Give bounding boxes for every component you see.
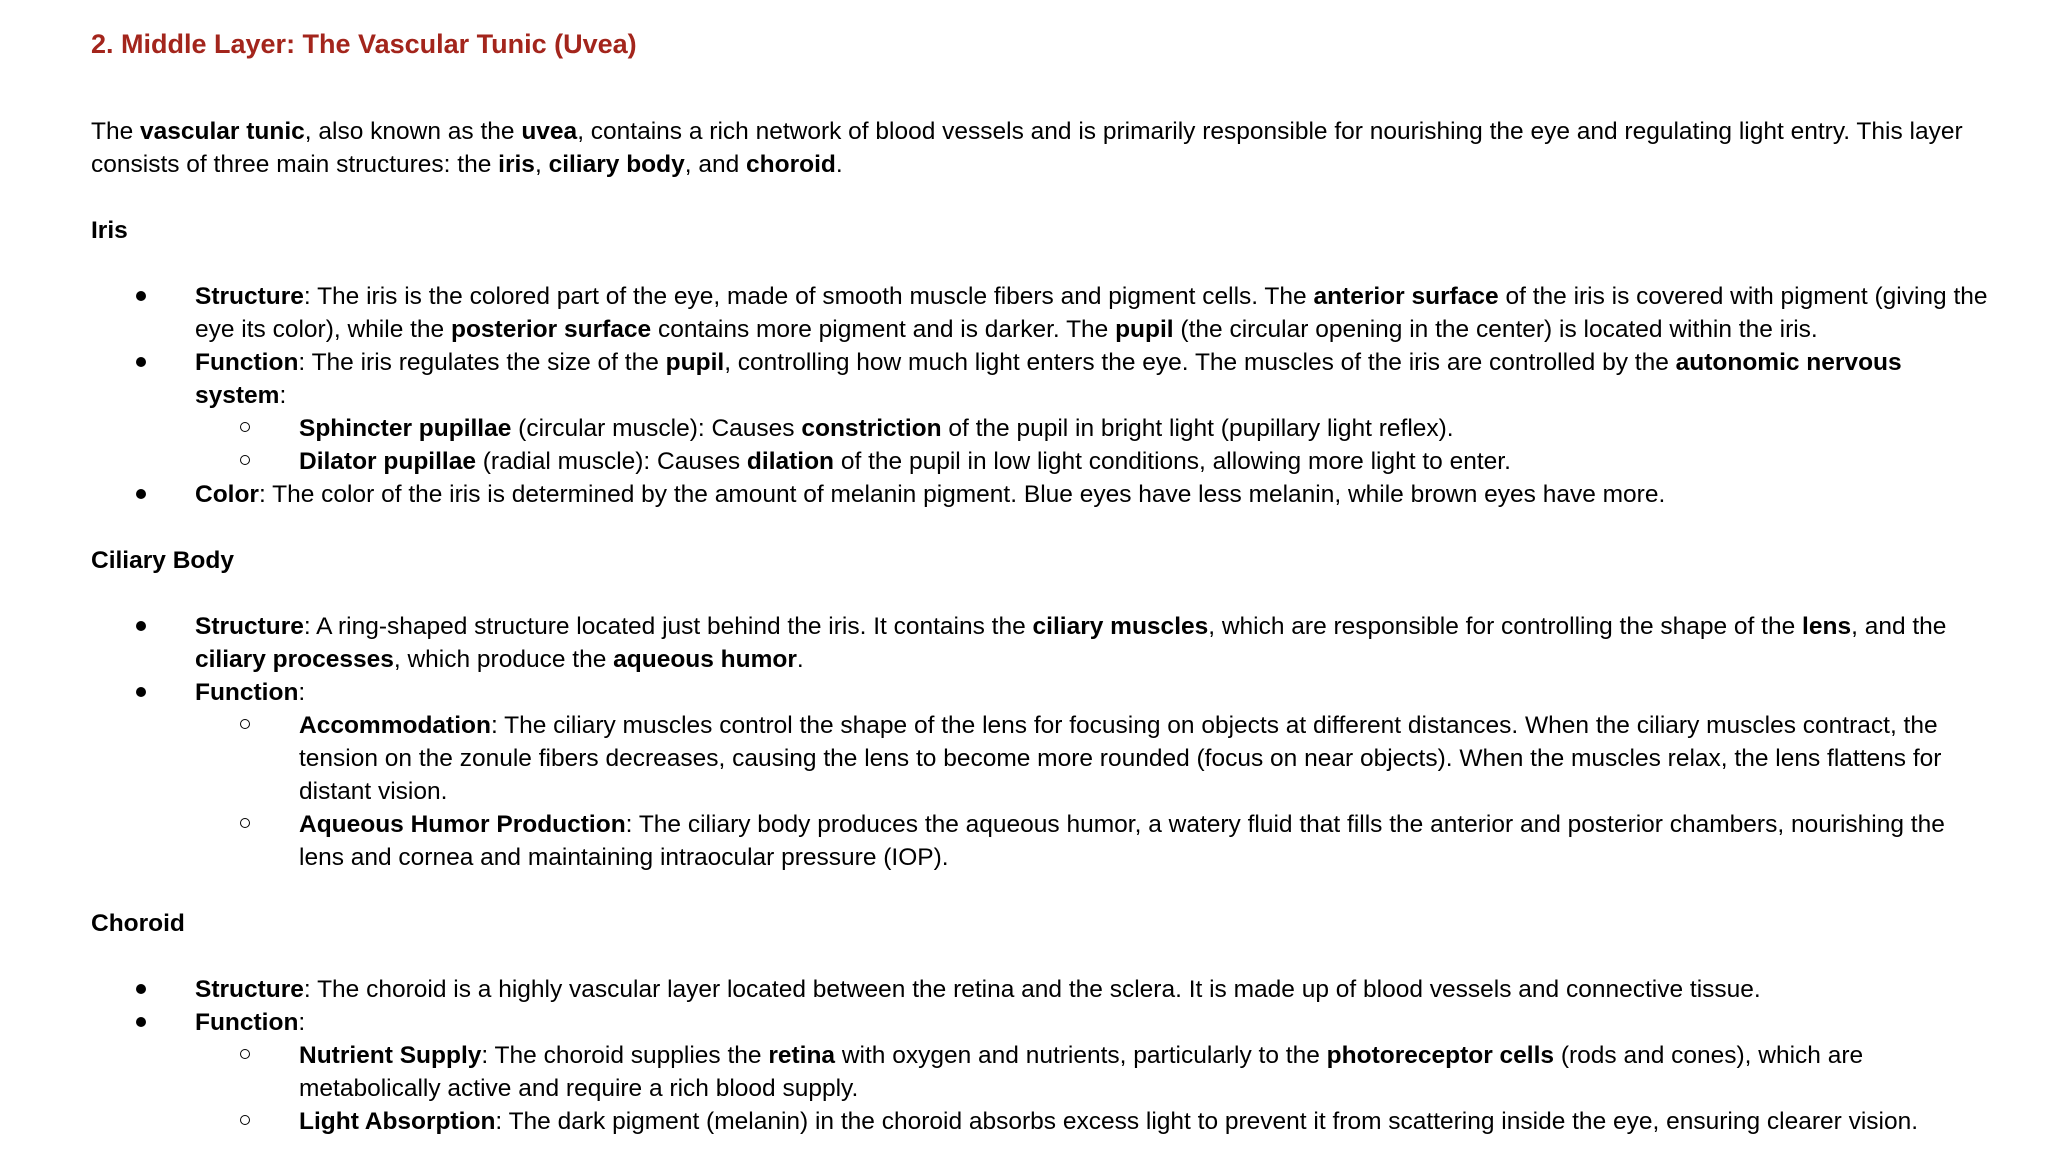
sublist-item	[299, 1105, 1991, 1138]
item-bold: photoreceptor cells	[1326, 1042, 1555, 1069]
item-text: : The choroid supplies the	[481, 1042, 769, 1069]
item-bold: lens	[1802, 613, 1852, 640]
item-bold: anterior surface	[1313, 283, 1499, 310]
bullet-circle-icon	[235, 412, 255, 445]
item-text: of the pupil in bright light (pupillary light reflex).	[941, 415, 1454, 442]
item-bold: autonomic nervous system	[195, 349, 1902, 409]
intro-bold: uvea	[521, 118, 578, 145]
item-text: with oxygen and nutrients, particularly to the	[835, 1042, 1327, 1069]
sublist-item	[299, 1039, 1991, 1105]
item-label: Function	[195, 349, 299, 376]
iris-function-sublist	[195, 412, 1991, 478]
item-text: , which produce the	[393, 646, 614, 673]
intro-paragraph	[91, 115, 1991, 181]
list-item	[195, 610, 1991, 676]
bullet-dot-icon	[131, 1006, 151, 1039]
item-text: : The iris regulates the size of the	[298, 349, 666, 376]
ciliary-function-sublist	[195, 709, 1991, 874]
intro-text: , and	[684, 151, 747, 178]
item-label: Structure	[195, 613, 304, 640]
item-text: (radial muscle): Causes	[475, 448, 747, 475]
bullet-circle-icon	[235, 709, 255, 742]
list-item	[195, 280, 1991, 346]
bullet-circle-icon	[235, 808, 255, 841]
list-item	[195, 676, 1991, 874]
item-text: of the pupil in low light conditions, allowing more light to enter.	[834, 448, 1511, 475]
item-bold: ciliary muscles	[1032, 613, 1209, 640]
item-text: : The choroid is a highly vascular layer located between the retina and the sclera. It is made up of blood vessels and connective tissue.	[303, 976, 1761, 1003]
item-label: Function	[195, 679, 299, 706]
item-bold: pupil	[665, 349, 725, 376]
list-item	[195, 478, 1991, 511]
intro-bold: ciliary body	[548, 151, 685, 178]
item-text: : The ciliary body produces the aqueous humor, a watery fluid that fills the anterior and posterior chambers, nourishing the lens and cornea and maintaining intraocular pressure (IOP).	[299, 811, 1945, 871]
item-label: Nutrient Supply	[299, 1042, 482, 1069]
item-text: , and the	[1851, 613, 1947, 640]
item-label: Dilator pupillae	[299, 448, 476, 475]
item-text: .	[796, 646, 804, 673]
item-text: , which are responsible for controlling the shape of the	[1208, 613, 1803, 640]
item-label: Function	[195, 1009, 299, 1036]
list-item	[195, 1006, 1991, 1138]
item-label: Structure	[195, 283, 304, 310]
item-bold: retina	[768, 1042, 836, 1069]
iris-list	[91, 280, 1991, 511]
item-bold: dilation	[746, 448, 835, 475]
bullet-circle-icon	[235, 445, 255, 478]
item-text: (the circular opening in the center) is located within the iris.	[1173, 316, 1818, 343]
ciliary-heading: Ciliary Body	[91, 547, 234, 574]
item-text: of the iris is covered with pigment (giving the eye its color), while the	[195, 283, 1988, 343]
sublist-item	[299, 445, 1991, 478]
item-bold: pupil	[1115, 316, 1174, 343]
bullet-dot-icon	[131, 478, 151, 511]
section-title: 2. Middle Layer: The Vascular Tunic (Uvea)	[91, 29, 637, 59]
item-label: Sphincter pupillae	[299, 415, 512, 442]
document-body	[91, 24, 1991, 1138]
iris-heading: Iris	[91, 217, 128, 244]
intro-text: , also known as the	[304, 118, 522, 145]
item-label: Aqueous Humor Production	[299, 811, 626, 838]
sublist-item	[299, 709, 1991, 808]
intro-text: .	[835, 151, 843, 178]
bullet-dot-icon	[131, 610, 151, 643]
item-text: : The color of the iris is determined by the amount of melanin pigment. Blue eyes have less melanin, while brown eyes have more.	[258, 481, 1666, 508]
choroid-function-sublist	[195, 1039, 1991, 1138]
item-label: Light Absorption	[299, 1108, 496, 1135]
item-text: :	[279, 382, 287, 409]
item-text: : The iris is the colored part of the eye, made of smooth muscle fibers and pigment cells. The	[303, 283, 1314, 310]
item-label: Color	[195, 481, 259, 508]
sublist-item	[299, 412, 1991, 445]
intro-bold: iris	[498, 151, 535, 178]
intro-text: , contains a rich network of blood vessels and is primarily responsible for nourishing the eye and regulating light entry. This layer consists of three main structures: the	[91, 118, 1963, 178]
item-text: (circular muscle): Causes	[511, 415, 802, 442]
intro-text: ,	[534, 151, 549, 178]
bullet-dot-icon	[131, 280, 151, 313]
bullet-circle-icon	[235, 1039, 255, 1072]
item-text: : A ring-shaped structure located just behind the iris. It contains the	[303, 613, 1033, 640]
item-text: , controlling how much light enters the eye. The muscles of the iris are controlled by the	[724, 349, 1676, 376]
ciliary-list	[91, 610, 1991, 874]
bullet-dot-icon	[131, 346, 151, 379]
list-item	[195, 973, 1991, 1006]
choroid-heading: Choroid	[91, 910, 185, 937]
item-text: : The dark pigment (melanin) in the choroid absorbs excess light to prevent it from scattering inside the eye, ensuring clearer vision.	[495, 1108, 1919, 1135]
item-text: :	[298, 1009, 306, 1036]
item-label: Accommodation	[299, 712, 491, 739]
intro-bold: choroid	[746, 151, 836, 178]
item-bold: ciliary processes	[195, 646, 394, 673]
bullet-dot-icon	[131, 676, 151, 709]
item-text: : The ciliary muscles control the shape of the lens for focusing on objects at different distances. When the ciliary muscles contract, the tension on the zonule fibers decreases, causing the lens to become more rounded (focus on near objects). When the muscles relax, the lens flattens for distant vision.	[299, 712, 1942, 805]
item-text: contains more pigment and is darker. The	[651, 316, 1116, 343]
item-text: :	[298, 679, 306, 706]
item-bold: aqueous humor	[613, 646, 797, 673]
sublist-item	[299, 808, 1991, 874]
intro-text: The	[91, 118, 141, 145]
item-text: (rods and cones), which are metabolically active and require a rich blood supply.	[299, 1042, 1864, 1102]
bullet-dot-icon	[131, 973, 151, 1006]
bullet-circle-icon	[235, 1105, 255, 1138]
item-label: Structure	[195, 976, 304, 1003]
list-item	[195, 346, 1991, 478]
choroid-list	[91, 973, 1991, 1138]
intro-bold: vascular tunic	[140, 118, 305, 145]
item-bold: posterior surface	[451, 316, 652, 343]
item-bold: constriction	[801, 415, 942, 442]
